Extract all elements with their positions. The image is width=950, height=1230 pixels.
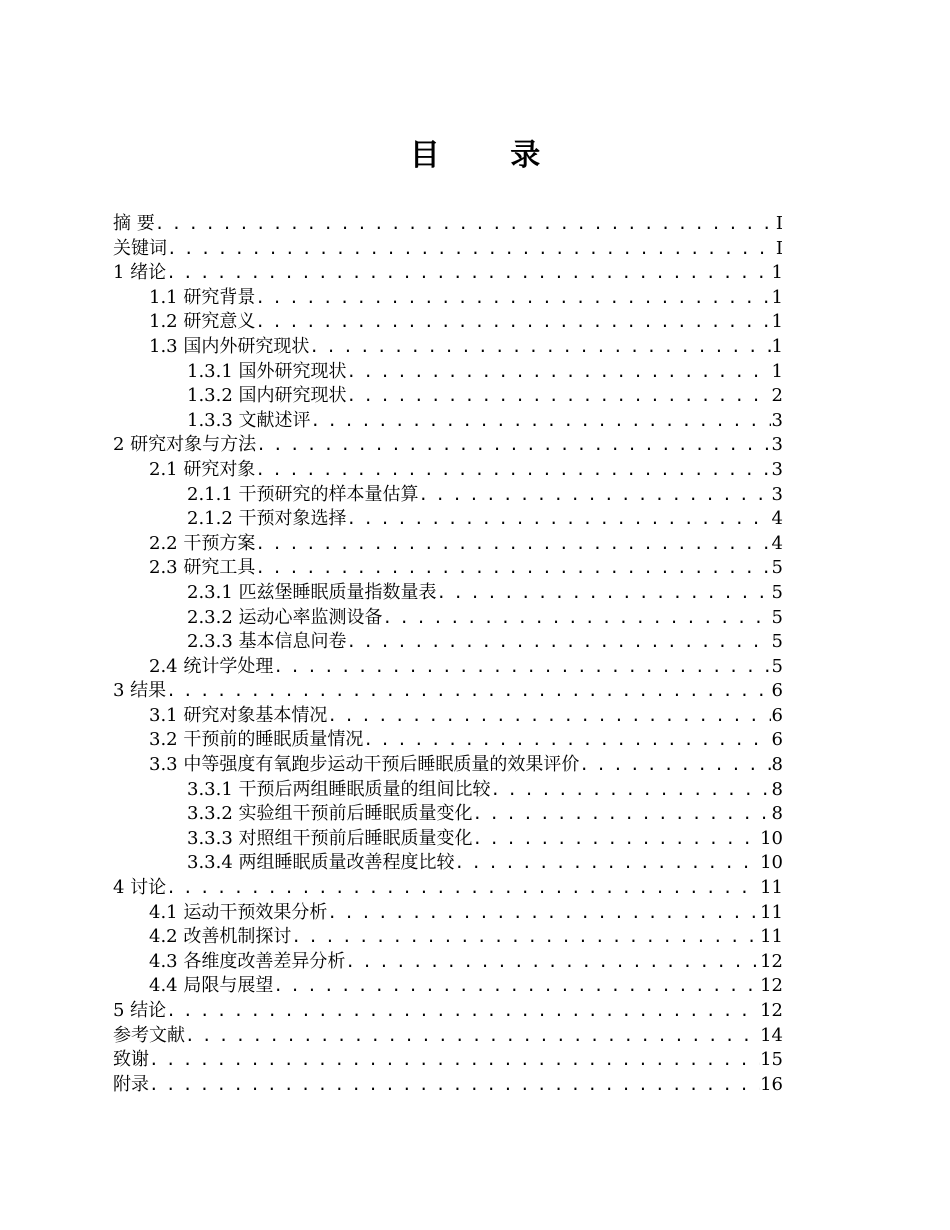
toc-dot-leader (155, 212, 771, 237)
toc-entry-title: 1.1 研究背景 (149, 286, 256, 308)
toc-dot-leader (383, 606, 771, 631)
toc-entry-page-number: 11 (760, 877, 783, 899)
toc-entry[interactable] (113, 556, 783, 581)
toc-entry-page-number: 5 (771, 581, 783, 603)
toc-entry-page-number: 11 (760, 926, 783, 948)
toc-entry[interactable] (113, 606, 783, 631)
toc-entry-page-number: 3 (771, 434, 783, 456)
toc-entry[interactable] (113, 630, 783, 655)
toc-entry[interactable] (113, 999, 783, 1024)
toc-entry-title: 2 研究对象与方法 (113, 434, 257, 456)
toc-entry-title: 参考文献 (113, 1024, 185, 1046)
toc-entry-page-number: 5 (771, 557, 783, 579)
toc-dot-leader (347, 360, 771, 385)
toc-entry-page-number: 1 (771, 335, 783, 357)
toc-entry-page-number: 5 (771, 606, 783, 628)
toc-dot-leader (347, 384, 771, 409)
toc-entry-page-number: 2 (771, 385, 783, 407)
toc-entry-page-number: 11 (760, 901, 783, 923)
toc-entry-title: 1.2 研究意义 (149, 311, 256, 333)
toc-entry-page-number: 1 (771, 262, 783, 284)
toc-entry[interactable] (113, 827, 783, 852)
toc-entry-title: 附录 (113, 1073, 149, 1095)
toc-entry-title: 3.3.2 实验组干预前后睡眠质量变化 (187, 803, 473, 825)
toc-entry-title: 1.3.1 国外研究现状 (187, 360, 347, 382)
toc-entry[interactable] (113, 483, 783, 508)
toc-entry-title: 关键词 (113, 237, 167, 259)
toc-entry[interactable] (113, 802, 783, 827)
toc-dot-leader (579, 753, 771, 778)
toc-entry-title: 5 结论 (113, 1000, 167, 1021)
toc-entry-page-number: 14 (760, 1024, 783, 1046)
toc-entry-page-number: 12 (760, 950, 783, 972)
toc-entry-page-number: 1 (771, 360, 783, 382)
toc-entry[interactable] (113, 335, 783, 360)
toc-entry-page-number: I (775, 237, 783, 259)
toc-entry-title: 3 结果 (113, 680, 167, 702)
toc-dot-leader (291, 925, 760, 950)
toc-entry-page-number: I (775, 213, 783, 234)
toc-dot-leader (166, 999, 760, 1024)
toc-entry-title: 2.3.2 运动心率监测设备 (187, 606, 383, 628)
toc-entry-page-number: 6 (771, 680, 783, 702)
toc-entry-title: 2.1 研究对象 (149, 458, 256, 480)
toc-entry[interactable] (113, 581, 783, 606)
toc-entry-page-number: 10 (760, 852, 783, 874)
toc-entry[interactable] (113, 261, 783, 286)
toc-entry-title: 1.3.2 国内研究现状 (187, 385, 347, 407)
toc-dot-leader (437, 581, 771, 606)
toc-entry-title: 2.4 统计学处理 (149, 655, 274, 677)
toc-dot-leader (363, 728, 771, 753)
page-title: 目 录 (409, 138, 571, 173)
toc-dot-leader (256, 433, 771, 458)
toc-dot-leader (327, 704, 771, 729)
toc-entry-title: 1.3.3 文献述评 (187, 409, 311, 431)
toc-entry[interactable] (113, 532, 783, 557)
toc-dot-leader (491, 778, 771, 803)
toc-entry-page-number: 3 (771, 483, 783, 505)
toc-dot-leader (273, 655, 771, 680)
toc-dot-leader (347, 507, 771, 532)
toc-entry-title: 4.4 局限与展望 (149, 975, 274, 997)
toc-dot-leader (311, 409, 771, 434)
toc-dot-leader (185, 1024, 760, 1049)
toc-dot-leader (166, 876, 760, 901)
toc-entry[interactable] (113, 901, 783, 926)
toc-entry-page-number: 10 (760, 827, 783, 849)
toc-dot-leader (149, 1048, 760, 1073)
toc-entry-title: 2.3.3 基本信息问卷 (187, 631, 347, 653)
toc-dot-leader (166, 261, 771, 286)
toc-entry-page-number: 6 (771, 704, 783, 726)
toc-entry[interactable] (113, 851, 783, 876)
toc-entry-page-number: 6 (771, 729, 783, 751)
toc-entry-title: 4.1 运动干预效果分析 (149, 901, 328, 923)
toc-dot-leader (345, 950, 760, 975)
toc-entry-page-number: 4 (771, 508, 783, 530)
toc-entry[interactable] (113, 1073, 783, 1098)
toc-dot-leader (255, 310, 771, 335)
toc-entry[interactable] (113, 679, 783, 704)
toc-entry-title: 1.3 国内外研究现状 (149, 335, 310, 357)
toc-entry-page-number: 1 (771, 286, 783, 308)
toc-entry-page-number: 3 (771, 458, 783, 480)
toc-entry[interactable] (113, 212, 783, 237)
toc-entry-title: 2.1.1 干预研究的样本量估算 (187, 483, 419, 505)
toc-dot-leader (255, 556, 771, 581)
toc-entry-page-number: 12 (760, 975, 783, 997)
toc-entry-title: 3.3.4 两组睡眠质量改善程度比较 (187, 852, 455, 874)
toc-entry[interactable] (113, 925, 783, 950)
toc-entry[interactable] (113, 237, 783, 262)
toc-entry-page-number: 1 (771, 311, 783, 333)
toc-entry[interactable] (113, 1048, 783, 1073)
toc-entry-title: 3.3.1 干预后两组睡眠质量的组间比较 (187, 778, 491, 800)
toc-entry-title: 2.3 研究工具 (149, 557, 256, 579)
toc-entry[interactable] (113, 655, 783, 680)
toc-entry-page-number: 5 (771, 655, 783, 677)
toc-dot-leader (473, 802, 771, 827)
toc-dot-leader (309, 335, 771, 360)
toc-entry[interactable] (113, 384, 783, 409)
toc-entry-page-number: 12 (760, 1000, 783, 1021)
toc-entry-title: 3.3.3 对照组干预前后睡眠质量变化 (187, 827, 473, 849)
toc-dot-leader (166, 679, 771, 704)
toc-dot-leader (419, 483, 771, 508)
toc-entry-title: 3.3 中等强度有氧跑步运动干预后睡眠质量的效果评价 (149, 754, 580, 776)
toc-entry[interactable] (113, 753, 783, 778)
toc-entry-title: 1 绪论 (113, 262, 167, 284)
toc-entry[interactable] (113, 876, 783, 901)
toc-entry-title: 致谢 (113, 1049, 149, 1071)
toc-entry-page-number: 15 (760, 1049, 783, 1071)
toc-entry-title: 4 讨论 (113, 877, 167, 899)
toc-entry[interactable] (113, 507, 783, 532)
toc-entry[interactable] (113, 409, 783, 434)
toc-entry[interactable] (113, 286, 783, 311)
toc-entry-title: 2.2 干预方案 (149, 532, 256, 554)
toc-entry[interactable] (113, 360, 783, 385)
toc-entry-title: 3.2 干预前的睡眠质量情况 (149, 729, 364, 751)
toc-entry-page-number: 8 (771, 778, 783, 800)
toc-entry-title: 4.3 各维度改善差异分析 (149, 950, 346, 972)
toc-entry-page-number: 8 (771, 754, 783, 776)
toc-entry-title: 摘 要 (113, 213, 155, 234)
toc-entry-page-number: 8 (771, 803, 783, 825)
toc-list (113, 212, 783, 1097)
toc-dot-leader (255, 286, 771, 311)
toc-entry-page-number: 16 (760, 1073, 783, 1095)
toc-entry[interactable] (113, 728, 783, 753)
toc-entry-title: 2.1.2 干预对象选择 (187, 508, 347, 530)
toc-entry-page-number: 5 (771, 631, 783, 653)
toc-dot-leader (149, 1073, 760, 1098)
toc-entry[interactable] (113, 1024, 783, 1049)
toc-entry-title: 4.2 改善机制探讨 (149, 926, 292, 948)
toc-entry-page-number: 4 (771, 532, 783, 554)
toc-dot-leader (473, 827, 761, 852)
toc-dot-leader (347, 630, 771, 655)
toc-dot-leader (327, 901, 760, 926)
toc-entry[interactable] (113, 778, 783, 803)
toc-entry[interactable] (113, 458, 783, 483)
toc-entry-title: 3.1 研究对象基本情况 (149, 704, 328, 726)
toc-dot-leader (255, 532, 771, 557)
toc-entry-page-number: 3 (771, 409, 783, 431)
toc-dot-leader (273, 974, 760, 999)
toc-dot-leader (167, 237, 771, 262)
toc-entry[interactable] (113, 950, 783, 975)
toc-entry[interactable] (113, 974, 783, 999)
toc-dot-leader (255, 458, 771, 483)
toc-entry[interactable] (113, 704, 783, 729)
toc-entry[interactable] (113, 433, 783, 458)
toc-entry[interactable] (113, 310, 783, 335)
toc-entry-title: 2.3.1 匹兹堡睡眠质量指数量表 (187, 581, 437, 603)
toc-dot-leader (455, 851, 761, 876)
